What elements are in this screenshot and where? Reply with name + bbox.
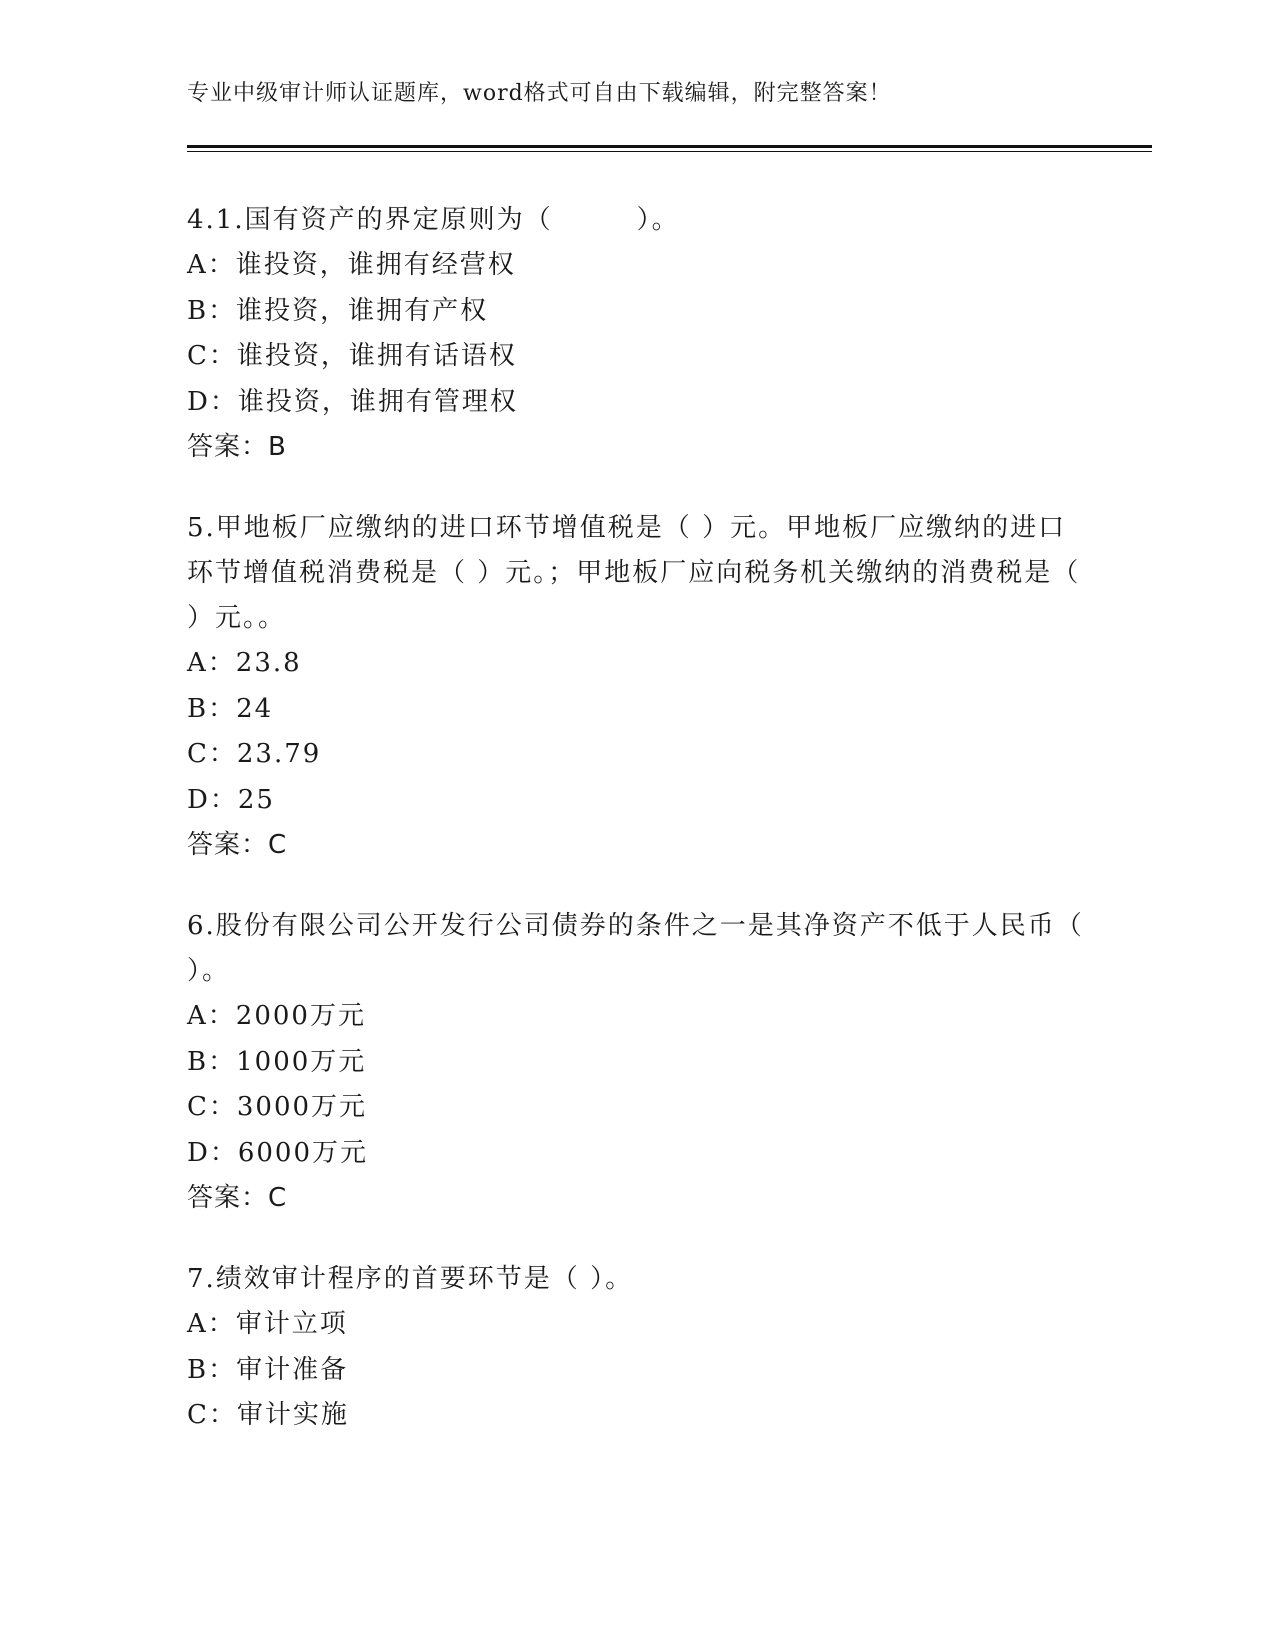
option-a: A：审计立项 bbox=[187, 1309, 348, 1339]
option-c: C：23.79 bbox=[187, 739, 322, 769]
answer: 答案：C bbox=[187, 1183, 288, 1213]
question-list bbox=[187, 198, 1123, 1475]
question-stem: 5.甲地板厂应缴纳的进口环节增值税是（ ）元。甲地板厂应缴纳的进口环节增值税消费税是（ ）元。；甲地板厂应向税务机关缴纳的消费税是（ ）元。。 bbox=[187, 513, 1081, 633]
option-a: A：谁投资，谁拥有经营权 bbox=[187, 250, 516, 280]
option-d: D：6000万元 bbox=[187, 1137, 369, 1168]
option-a: A：2000万元 bbox=[187, 1001, 366, 1031]
option-b: B：24 bbox=[187, 693, 274, 724]
question-item bbox=[187, 904, 1123, 1221]
question-item bbox=[187, 198, 1087, 470]
page-header: 专业中级审计师认证题库，word格式可自由下载编辑，附完整答案！ bbox=[187, 81, 892, 106]
question-item bbox=[187, 506, 1087, 868]
question-stem: 7.绩效审计程序的首要环节是（ ）。 bbox=[187, 1264, 634, 1294]
option-c: C：谁投资，谁拥有话语权 bbox=[187, 341, 517, 371]
option-d: D：谁投资，谁拥有管理权 bbox=[187, 386, 518, 417]
answer: 答案：C bbox=[187, 830, 288, 860]
header-divider-thin bbox=[187, 151, 1152, 152]
option-b: B：谁投资，谁拥有产权 bbox=[187, 295, 489, 326]
option-d: D：25 bbox=[187, 784, 275, 815]
option-b: B：1000万元 bbox=[187, 1046, 367, 1077]
answer: 答案：B bbox=[187, 432, 287, 462]
option-b: B：审计准备 bbox=[187, 1354, 349, 1385]
header-divider-thick bbox=[187, 145, 1152, 148]
question-stem: 4.1.国有资产的界定原则为（ ）。 bbox=[187, 205, 680, 235]
question-stem: 6.股份有限公司公开发行公司债券的条件之一是其净资产不低于人民币（ ）。 bbox=[187, 911, 1123, 986]
question-item bbox=[187, 1257, 1087, 1439]
option-c: C：审计实施 bbox=[187, 1400, 349, 1430]
option-c: C：3000万元 bbox=[187, 1092, 368, 1122]
option-a: A：23.8 bbox=[187, 648, 302, 678]
